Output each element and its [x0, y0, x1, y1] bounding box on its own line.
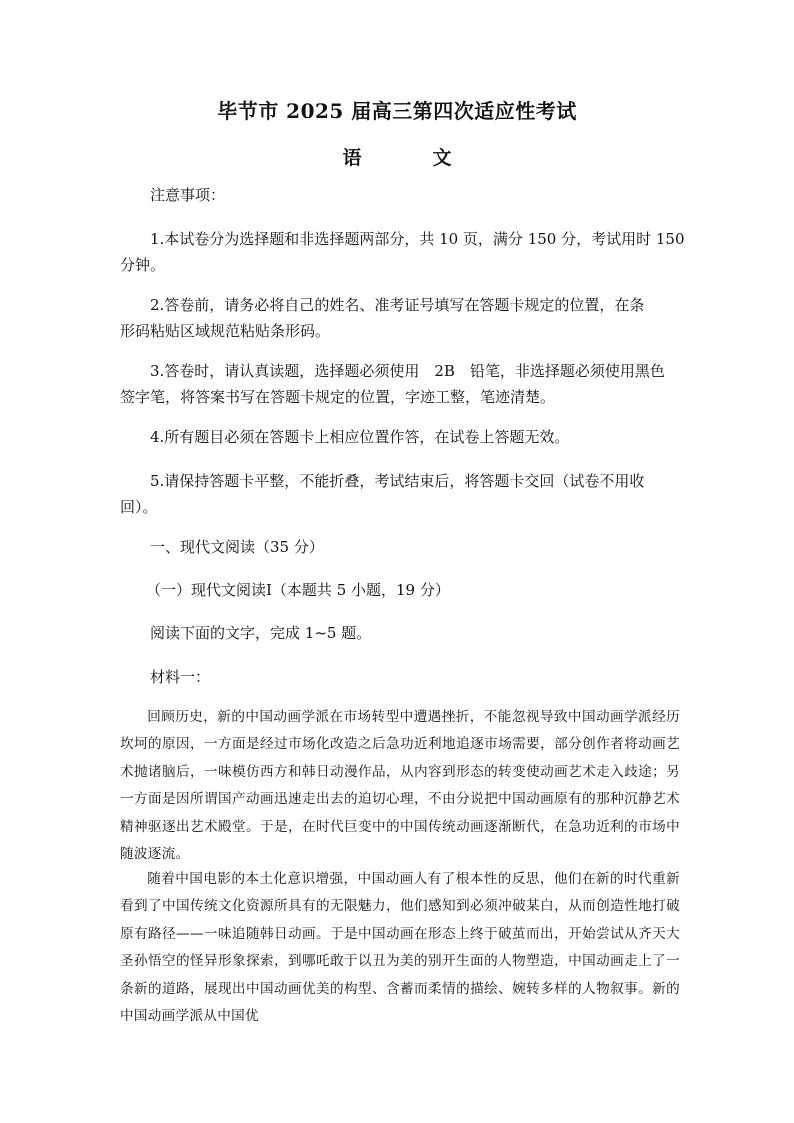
material-paragraph-1	[120, 704, 680, 868]
subject-title: 语 文	[342, 147, 478, 169]
notice-item-5-line-1: 5.请保持答题卡平整，不能折叠，考试结束后，将答题卡交回（试卷不用收	[150, 472, 645, 490]
notice-item-3-line-1: 3.答卷时，请认真读题，选择题必须使用 2B 铅笔，非选择题必须使用黑色	[150, 362, 665, 380]
exam-title: 毕节市 2025 届高三第四次适应性考试	[217, 99, 577, 123]
notice-item-1-line-1: 1.本试卷分为选择题和非选择题两部分，共 10 页，满分 150 分，考试用时 150	[150, 230, 685, 248]
notice-item-3-line-2: 签字笔，将答案书写在答题卡规定的位置，字迹工整，笔迹清楚。	[120, 388, 556, 406]
notice-item-4: 4.所有题目必须在答题卡上相应位置作答，在试卷上答题无效。	[150, 428, 570, 446]
notice-item-2-line-1: 2.答卷前，请务必将自己的姓名、准考证号填写在答题卡规定的位置，在条	[150, 296, 645, 314]
notice-item-1-line-2: 分钟。	[120, 256, 166, 274]
material-paragraph-2	[120, 866, 680, 1030]
subsection-heading: （一）现代文阅读Ⅰ（本题共 5 小题，19 分）	[146, 581, 450, 599]
material-paragraph-1-text: 回顾历史，新的中国动画学派在市场转型中遭遇挫折，不能忽视导致中国动画学派经历坎坷的原因，一方面是经过市场化改造之后急功近利地追逐市场需要，部分创作者将动画艺术抛诸脑后，一味模仿西方和韩日动漫作品，从内容到形态的转变使动画艺术走入歧途；另一方面是因所谓国产动画迅速走出去的迫切心理，不由分说把中国动画原有的那种沉静艺术精神驱逐出艺术殿堂。于是，在时代巨变中的中国传统动画逐渐断代，在急功近利的市场中随波逐流。	[120, 709, 680, 863]
notice-item-2-line-2: 形码粘贴区域规范粘贴条形码。	[120, 322, 331, 340]
material-label: 材料一：	[150, 668, 211, 686]
section-heading: 一、现代文阅读（35 分）	[150, 538, 324, 556]
material-paragraph-2-text: 随着中国电影的本土化意识增强，中国动画人有了根本性的反思，他们在新的时代重新看到了中国传统文化资源所具有的无限魅力，他们感知到必须冲破某白，从而创造性地打破原有路径——一味追随韩日动画。于是中国动画在形态上终于破茧而出，开始尝试从齐天大圣孙悟空的怪异形象探索，到哪吒敢于以丑为美的别开生面的人物塑造，中国动画走上了一条新的道路，展现出中国动画优美的构型、含蓄而柔情的描绘、婉转多样的人物叙事。新的中国动画学派从中国优	[120, 871, 680, 1025]
notice-heading: 注意事项：	[150, 186, 226, 204]
notice-item-5-line-2: 回）。	[120, 498, 158, 516]
reading-instruction: 阅读下面的文字，完成 1~5 题。	[150, 624, 372, 642]
